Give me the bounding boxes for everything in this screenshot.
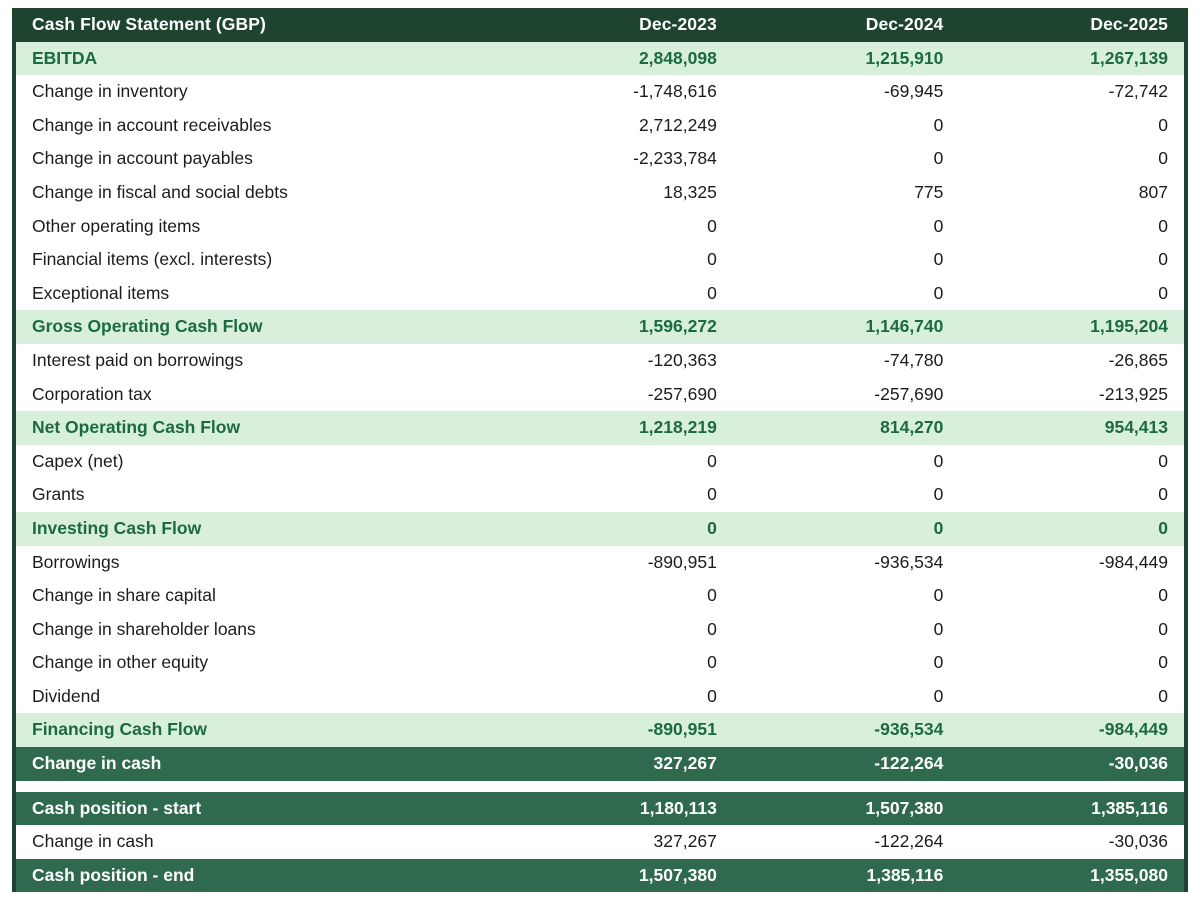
cell-change-in-cash-dec-2023: 327,267 <box>506 825 733 859</box>
section-spacer <box>14 781 1186 792</box>
row-label-financial-items-excl-interests: Financial items (excl. interests) <box>14 243 506 277</box>
cell-dividend-dec-2023: 0 <box>506 680 733 714</box>
row-label-interest-paid-on-borrowings: Interest paid on borrowings <box>14 344 506 378</box>
cell-exceptional-items-dec-2024: 0 <box>733 277 960 311</box>
cell-change-in-shareholder-loans-dec-2023: 0 <box>506 613 733 647</box>
spacer-cell <box>14 781 1186 792</box>
row-label-cash-position-end: Cash position - end <box>14 859 506 893</box>
cell-cash-position-end-dec-2023: 1,507,380 <box>506 859 733 893</box>
column-header-dec-2023[interactable]: Dec-2023 <box>506 8 733 42</box>
row-label-borrowings: Borrowings <box>14 546 506 580</box>
table-row <box>14 859 1186 893</box>
cell-grants-dec-2024: 0 <box>733 478 960 512</box>
cell-change-in-share-capital-dec-2024: 0 <box>733 579 960 613</box>
table-row <box>14 512 1186 546</box>
cell-net-operating-cash-flow-dec-2025: 954,413 <box>959 411 1186 445</box>
cell-change-in-account-payables-dec-2023: -2,233,784 <box>506 142 733 176</box>
cell-change-in-other-equity-dec-2023: 0 <box>506 646 733 680</box>
cell-exceptional-items-dec-2025: 0 <box>959 277 1186 311</box>
cell-change-in-fiscal-and-social-debts-dec-2023: 18,325 <box>506 176 733 210</box>
table-row <box>14 579 1186 613</box>
table-row <box>14 411 1186 445</box>
table-row <box>14 176 1186 210</box>
cell-ebitda-dec-2024: 1,215,910 <box>733 42 960 76</box>
row-label-change-in-account-receivables: Change in account receivables <box>14 109 506 143</box>
table-row <box>14 42 1186 76</box>
row-label-change-in-cash: Change in cash <box>14 747 506 781</box>
cell-financial-items-excl-interests-dec-2025: 0 <box>959 243 1186 277</box>
cell-gross-operating-cash-flow-dec-2024: 1,146,740 <box>733 310 960 344</box>
table-row <box>14 680 1186 714</box>
cell-change-in-account-payables-dec-2024: 0 <box>733 142 960 176</box>
cash-flow-summary-table <box>12 781 1188 893</box>
table-row <box>14 142 1186 176</box>
cell-dividend-dec-2025: 0 <box>959 680 1186 714</box>
cell-change-in-account-payables-dec-2025: 0 <box>959 142 1186 176</box>
table-row <box>14 378 1186 412</box>
cell-change-in-inventory-dec-2025: -72,742 <box>959 75 1186 109</box>
column-header-dec-2025[interactable]: Dec-2025 <box>959 8 1186 42</box>
table-row <box>14 613 1186 647</box>
cell-change-in-account-receivables-dec-2025: 0 <box>959 109 1186 143</box>
cell-investing-cash-flow-dec-2025: 0 <box>959 512 1186 546</box>
cell-change-in-account-receivables-dec-2023: 2,712,249 <box>506 109 733 143</box>
cash-flow-statement-table <box>12 8 1188 781</box>
table-row <box>14 546 1186 580</box>
cell-capex-net-dec-2024: 0 <box>733 445 960 479</box>
row-label-other-operating-items: Other operating items <box>14 210 506 244</box>
cell-change-in-inventory-dec-2023: -1,748,616 <box>506 75 733 109</box>
cell-ebitda-dec-2023: 2,848,098 <box>506 42 733 76</box>
row-label-change-in-other-equity: Change in other equity <box>14 646 506 680</box>
table-row <box>14 243 1186 277</box>
cell-change-in-account-receivables-dec-2024: 0 <box>733 109 960 143</box>
cell-corporation-tax-dec-2023: -257,690 <box>506 378 733 412</box>
table-row <box>14 478 1186 512</box>
cell-capex-net-dec-2023: 0 <box>506 445 733 479</box>
cell-change-in-shareholder-loans-dec-2024: 0 <box>733 613 960 647</box>
cell-change-in-inventory-dec-2024: -69,945 <box>733 75 960 109</box>
row-label-ebitda: EBITDA <box>14 42 506 76</box>
cell-change-in-cash-dec-2024: -122,264 <box>733 747 960 781</box>
row-label-gross-operating-cash-flow: Gross Operating Cash Flow <box>14 310 506 344</box>
cell-other-operating-items-dec-2025: 0 <box>959 210 1186 244</box>
row-label-financing-cash-flow: Financing Cash Flow <box>14 713 506 747</box>
cell-financial-items-excl-interests-dec-2023: 0 <box>506 243 733 277</box>
cell-cash-position-start-dec-2025: 1,385,116 <box>959 792 1186 826</box>
cell-financing-cash-flow-dec-2024: -936,534 <box>733 713 960 747</box>
row-label-change-in-cash: Change in cash <box>14 825 506 859</box>
table-title: Cash Flow Statement (GBP) <box>14 8 506 42</box>
cell-financing-cash-flow-dec-2025: -984,449 <box>959 713 1186 747</box>
cell-financing-cash-flow-dec-2023: -890,951 <box>506 713 733 747</box>
cell-cash-position-start-dec-2023: 1,180,113 <box>506 792 733 826</box>
cell-corporation-tax-dec-2025: -213,925 <box>959 378 1186 412</box>
cell-other-operating-items-dec-2023: 0 <box>506 210 733 244</box>
cell-change-in-other-equity-dec-2025: 0 <box>959 646 1186 680</box>
cell-gross-operating-cash-flow-dec-2023: 1,596,272 <box>506 310 733 344</box>
row-label-change-in-fiscal-and-social-debts: Change in fiscal and social debts <box>14 176 506 210</box>
table-row <box>14 109 1186 143</box>
cell-net-operating-cash-flow-dec-2023: 1,218,219 <box>506 411 733 445</box>
cell-financial-items-excl-interests-dec-2024: 0 <box>733 243 960 277</box>
table-row <box>14 75 1186 109</box>
table-body-main <box>14 42 1186 781</box>
row-label-grants: Grants <box>14 478 506 512</box>
cell-borrowings-dec-2025: -984,449 <box>959 546 1186 580</box>
column-header-dec-2024[interactable]: Dec-2024 <box>733 8 960 42</box>
cell-corporation-tax-dec-2024: -257,690 <box>733 378 960 412</box>
cell-borrowings-dec-2024: -936,534 <box>733 546 960 580</box>
cell-interest-paid-on-borrowings-dec-2023: -120,363 <box>506 344 733 378</box>
row-label-capex-net: Capex (net) <box>14 445 506 479</box>
table-row <box>14 646 1186 680</box>
cell-change-in-fiscal-and-social-debts-dec-2025: 807 <box>959 176 1186 210</box>
cell-gross-operating-cash-flow-dec-2025: 1,195,204 <box>959 310 1186 344</box>
cell-change-in-cash-dec-2024: -122,264 <box>733 825 960 859</box>
row-label-corporation-tax: Corporation tax <box>14 378 506 412</box>
table-row <box>14 277 1186 311</box>
cell-change-in-cash-dec-2023: 327,267 <box>506 747 733 781</box>
cell-change-in-share-capital-dec-2023: 0 <box>506 579 733 613</box>
table-row <box>14 713 1186 747</box>
cell-other-operating-items-dec-2024: 0 <box>733 210 960 244</box>
table-body-spacer <box>14 781 1186 792</box>
cell-net-operating-cash-flow-dec-2024: 814,270 <box>733 411 960 445</box>
table-row <box>14 210 1186 244</box>
row-label-change-in-inventory: Change in inventory <box>14 75 506 109</box>
cell-capex-net-dec-2025: 0 <box>959 445 1186 479</box>
table-row <box>14 747 1186 781</box>
cell-change-in-cash-dec-2025: -30,036 <box>959 747 1186 781</box>
table-row <box>14 792 1186 826</box>
cell-investing-cash-flow-dec-2024: 0 <box>733 512 960 546</box>
table-row <box>14 825 1186 859</box>
cell-change-in-other-equity-dec-2024: 0 <box>733 646 960 680</box>
cell-borrowings-dec-2023: -890,951 <box>506 546 733 580</box>
cell-change-in-cash-dec-2025: -30,036 <box>959 825 1186 859</box>
row-label-cash-position-start: Cash position - start <box>14 792 506 826</box>
row-label-exceptional-items: Exceptional items <box>14 277 506 311</box>
table-row <box>14 445 1186 479</box>
cell-ebitda-dec-2025: 1,267,139 <box>959 42 1186 76</box>
cell-investing-cash-flow-dec-2023: 0 <box>506 512 733 546</box>
cell-change-in-shareholder-loans-dec-2025: 0 <box>959 613 1186 647</box>
cell-change-in-fiscal-and-social-debts-dec-2024: 775 <box>733 176 960 210</box>
row-label-dividend: Dividend <box>14 680 506 714</box>
row-label-change-in-share-capital: Change in share capital <box>14 579 506 613</box>
row-label-net-operating-cash-flow: Net Operating Cash Flow <box>14 411 506 445</box>
table-header <box>14 8 1186 42</box>
row-label-investing-cash-flow: Investing Cash Flow <box>14 512 506 546</box>
table-row <box>14 344 1186 378</box>
row-label-change-in-shareholder-loans: Change in shareholder loans <box>14 613 506 647</box>
cell-cash-position-end-dec-2024: 1,385,116 <box>733 859 960 893</box>
cell-grants-dec-2023: 0 <box>506 478 733 512</box>
cell-cash-position-end-dec-2025: 1,355,080 <box>959 859 1186 893</box>
cell-exceptional-items-dec-2023: 0 <box>506 277 733 311</box>
row-label-change-in-account-payables: Change in account payables <box>14 142 506 176</box>
cell-change-in-share-capital-dec-2025: 0 <box>959 579 1186 613</box>
cell-grants-dec-2025: 0 <box>959 478 1186 512</box>
cell-cash-position-start-dec-2024: 1,507,380 <box>733 792 960 826</box>
cell-interest-paid-on-borrowings-dec-2025: -26,865 <box>959 344 1186 378</box>
table-header-row <box>14 8 1186 42</box>
cell-dividend-dec-2024: 0 <box>733 680 960 714</box>
table-row <box>14 310 1186 344</box>
table-body-cash-position <box>14 792 1186 893</box>
cell-interest-paid-on-borrowings-dec-2024: -74,780 <box>733 344 960 378</box>
